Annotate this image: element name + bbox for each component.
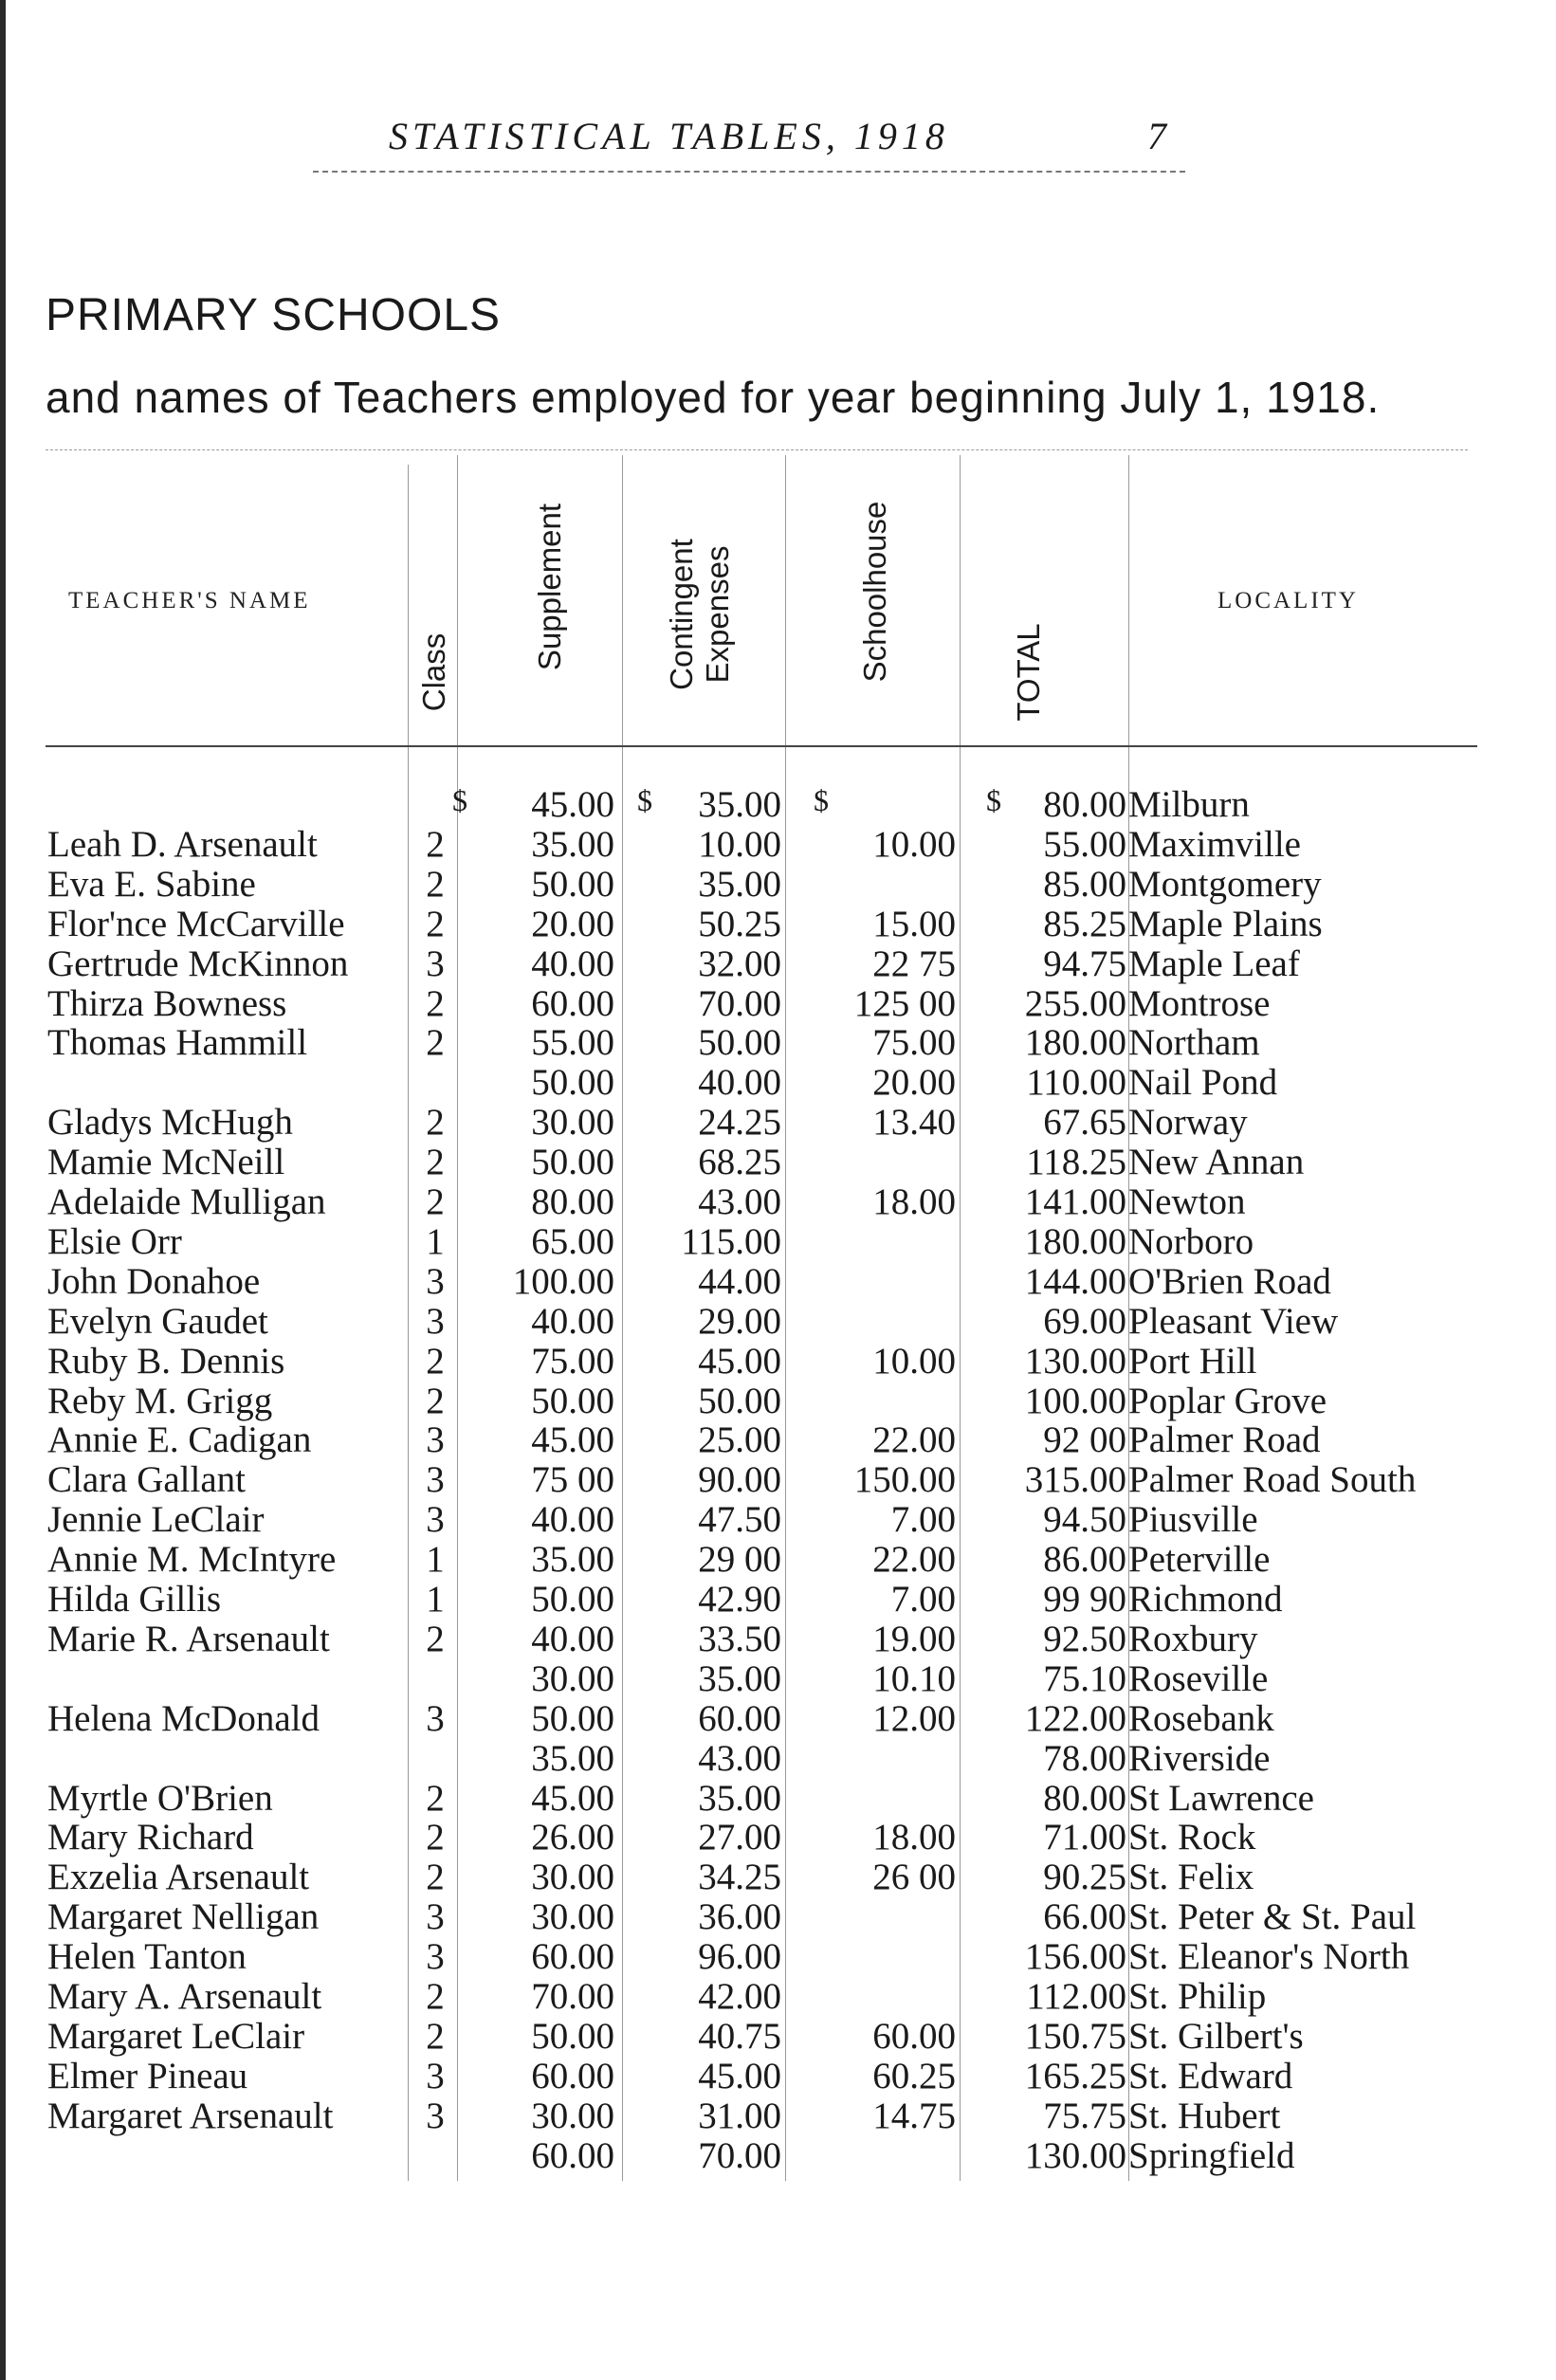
teacher-name: Elmer Pineau [47, 2055, 248, 2096]
schoolhouse-value: 60.25 [872, 2055, 956, 2096]
locality-value: Riverside [1128, 1737, 1271, 1779]
locality-value: Roxbury [1128, 1618, 1258, 1659]
teacher-name: Mary A. Arsenault [47, 1976, 322, 2017]
class-value: 2 [426, 1618, 445, 1659]
class-value: 2 [426, 1777, 445, 1819]
total-value: 66.00 [1043, 1896, 1126, 1938]
table-row [0, 1699, 1556, 1739]
teacher-name: Margaret Nelligan [47, 1896, 320, 1938]
contingent-value: 27.00 [698, 1817, 781, 1858]
supplement-value: 45.00 [531, 1777, 614, 1819]
table-row [0, 1342, 1556, 1382]
class-value: 2 [426, 982, 445, 1024]
teacher-name: Elsie Orr [47, 1220, 182, 1262]
locality-value: Montgomery [1128, 863, 1322, 905]
locality-value: St. Edward [1128, 2055, 1293, 2096]
locality-value: Pleasant View [1128, 1300, 1339, 1342]
teacher-name: Annie M. McIntyre [47, 1539, 337, 1581]
total-value: 78.00 [1043, 1737, 1126, 1779]
locality-value: St Lawrence [1128, 1777, 1314, 1819]
schoolhouse-value: 22 75 [872, 943, 956, 984]
locality-value: St. Eleanor's North [1128, 1936, 1410, 1978]
schoolhouse-value: 18.00 [872, 1181, 956, 1222]
schoolhouse-value: 12.00 [872, 1697, 956, 1739]
schoolhouse-value: 7.00 [890, 1499, 956, 1541]
teacher-name: Thomas Hammill [47, 1022, 308, 1064]
contingent-value: 29.00 [698, 1300, 781, 1342]
locality-value: Poplar Grove [1128, 1380, 1327, 1421]
class-value: 3 [426, 1697, 445, 1739]
contingent-value: 25.00 [698, 1419, 781, 1461]
table-row [0, 1739, 1556, 1779]
class-value: 1 [426, 1579, 445, 1620]
contingent-value: 50.00 [698, 1022, 781, 1064]
teacher-name: Marie R. Arsenault [47, 1618, 330, 1659]
table-row [0, 1540, 1556, 1580]
header-schoolhouse: Schoolhouse [857, 501, 892, 683]
supplement-value: 35.00 [531, 1539, 614, 1581]
total-value: 141.00 [1024, 1181, 1126, 1222]
contingent-value: 34.25 [698, 1857, 781, 1898]
contingent-value: 90.00 [698, 1459, 781, 1501]
total-value: 255.00 [1024, 982, 1126, 1024]
teacher-name: Exzelia Arsenault [47, 1857, 310, 1898]
table-row [0, 1897, 1556, 1937]
teacher-name: Gladys McHugh [47, 1102, 293, 1144]
table-row [0, 2057, 1556, 2096]
schoolhouse-value: 20.00 [872, 1062, 956, 1104]
class-value: 3 [426, 1499, 445, 1541]
total-value: 130.00 [1024, 1340, 1126, 1382]
table-header-top-rule [46, 449, 1468, 450]
total-value: 94.50 [1043, 1499, 1126, 1541]
supplement-value: 50.00 [531, 1579, 614, 1620]
supplement-value: 40.00 [531, 1618, 614, 1659]
supplement-value: 55.00 [531, 1022, 614, 1064]
teacher-name: Annie E. Cadigan [47, 1419, 312, 1461]
class-value: 2 [426, 1380, 445, 1421]
schoolhouse-value: 10.00 [872, 1340, 956, 1382]
teacher-name: Gertrude McKinnon [47, 943, 349, 984]
supplement-value: 30.00 [531, 1102, 614, 1144]
page-title: PRIMARY SCHOOLS [46, 290, 502, 340]
class-value: 3 [426, 1896, 445, 1938]
locality-value: Piusville [1128, 1499, 1258, 1541]
contingent-value: 43.00 [698, 1737, 781, 1779]
teacher-name: Leah D. Arsenault [47, 823, 318, 865]
supplement-value: 35.00 [531, 823, 614, 865]
contingent-value: 35.00 [698, 863, 781, 905]
contingent-value: 70.00 [698, 2134, 781, 2176]
contingent-value: 60.00 [698, 1697, 781, 1739]
schoolhouse-value: 75.00 [872, 1022, 956, 1064]
header-class: Class [416, 632, 451, 712]
schoolhouse-value: 15.00 [872, 903, 956, 944]
schoolhouse-value: 10.00 [872, 823, 956, 865]
locality-value: Newton [1128, 1181, 1246, 1222]
total-value: 165.25 [1024, 2055, 1126, 2096]
teacher-name: Hilda Gillis [47, 1579, 222, 1620]
header-contingent-line2: Expenses [700, 545, 735, 684]
supplement-value: 50.00 [531, 2015, 614, 2057]
table-row [0, 2136, 1556, 2176]
locality-value: New Annan [1128, 1142, 1305, 1183]
class-value: 3 [426, 2055, 445, 2096]
contingent-value: 70.00 [698, 982, 781, 1024]
supplement-value: 40.00 [531, 943, 614, 984]
table-row [0, 1420, 1556, 1460]
table-row [0, 1460, 1556, 1500]
table-row [0, 1262, 1556, 1302]
total-value: 180.00 [1024, 1220, 1126, 1262]
contingent-value: 42.00 [698, 1976, 781, 2017]
class-value: 2 [426, 1181, 445, 1222]
locality-value: Port Hill [1128, 1340, 1257, 1382]
total-value: 85.00 [1043, 863, 1126, 905]
contingent-value: 45.00 [698, 1340, 781, 1382]
header-supplement: Supplement [532, 503, 567, 671]
table-row [0, 865, 1556, 905]
supplement-value: 50.00 [531, 1142, 614, 1183]
page-subtitle: and names of Teachers employed for year beginning July 1, 1918. [46, 373, 1381, 422]
locality-value: Northam [1128, 1022, 1260, 1064]
supplement-value: 100.00 [512, 1260, 614, 1302]
total-value: 122.00 [1024, 1697, 1126, 1739]
total-value: 86.00 [1043, 1539, 1126, 1581]
total-value: 99 90 [1043, 1579, 1126, 1620]
teacher-name: Margaret LeClair [47, 2015, 305, 2057]
locality-value: St. Gilbert's [1128, 2015, 1304, 2057]
supplement-value: 60.00 [531, 2055, 614, 2096]
total-value: 80.00 [1043, 1777, 1126, 1819]
teacher-name: Evelyn Gaudet [47, 1300, 268, 1342]
locality-value: Norboro [1128, 1220, 1254, 1262]
currency-sign-schoolhouse: $ [814, 783, 829, 817]
total-value: 67.65 [1043, 1102, 1126, 1144]
total-value: 75.10 [1043, 1657, 1126, 1699]
supplement-value: 60.00 [531, 2134, 614, 2176]
supplement-value: 40.00 [531, 1300, 614, 1342]
total-value: 94.75 [1043, 943, 1126, 984]
running-title: STATISTICAL TABLES, 1918 [389, 115, 949, 157]
table-row [0, 1659, 1556, 1699]
page-number: 7 [1147, 115, 1166, 157]
class-value: 3 [426, 1300, 445, 1342]
total-value: 130.00 [1024, 2134, 1126, 2176]
table-row [0, 1222, 1556, 1262]
total-value: 55.00 [1043, 823, 1126, 865]
table-row [0, 1937, 1556, 1977]
total-value: 156.00 [1024, 1936, 1126, 1978]
total-value: 85.25 [1043, 903, 1126, 944]
table-row [0, 1382, 1556, 1421]
supplement-value: 80.00 [531, 1181, 614, 1222]
table-row [0, 785, 1556, 825]
table-row [0, 1103, 1556, 1143]
teacher-name: Clara Gallant [47, 1459, 246, 1501]
supplement-value: 50.00 [531, 863, 614, 905]
supplement-value: 20.00 [531, 903, 614, 944]
locality-value: Peterville [1128, 1539, 1271, 1581]
class-value: 1 [426, 1220, 445, 1262]
locality-value: St. Philip [1128, 1976, 1267, 2017]
class-value: 2 [426, 1102, 445, 1144]
contingent-value: 45.00 [698, 2055, 781, 2096]
locality-value: Nail Pond [1128, 1062, 1278, 1104]
contingent-value: 68.25 [698, 1142, 781, 1183]
locality-value: Montrose [1128, 982, 1271, 1024]
locality-value: Rosebank [1128, 1697, 1274, 1739]
teacher-name: Thirza Bowness [47, 982, 287, 1024]
supplement-value: 70.00 [531, 1976, 614, 2017]
class-value: 3 [426, 1936, 445, 1978]
locality-value: Palmer Road [1128, 1419, 1321, 1461]
table-row [0, 1500, 1556, 1540]
header-contingent [664, 501, 736, 728]
class-value: 2 [426, 1022, 445, 1064]
schoolhouse-value: 7.00 [890, 1579, 956, 1620]
class-value: 1 [426, 1539, 445, 1581]
table-row [0, 944, 1556, 984]
teacher-name: Eva E. Sabine [47, 863, 256, 905]
teacher-name: Adelaide Mulligan [47, 1181, 326, 1222]
contingent-value: 31.00 [698, 2095, 781, 2136]
contingent-value: 50.25 [698, 903, 781, 944]
class-value: 2 [426, 863, 445, 905]
supplement-value: 30.00 [531, 2095, 614, 2136]
schoolhouse-value: 150.00 [853, 1459, 956, 1501]
locality-value: Maple Leaf [1128, 943, 1300, 984]
class-value: 3 [426, 943, 445, 984]
table-row [0, 905, 1556, 944]
table-row [0, 984, 1556, 1024]
table-row [0, 1818, 1556, 1858]
teacher-name: Helena McDonald [47, 1697, 320, 1739]
total-value: 92 00 [1043, 1419, 1126, 1461]
total-value: 180.00 [1024, 1022, 1126, 1064]
class-value: 3 [426, 2095, 445, 2136]
class-value: 2 [426, 1817, 445, 1858]
supplement-value: 45.00 [531, 1419, 614, 1461]
supplement-value: 35.00 [531, 1737, 614, 1779]
teacher-name: Mamie McNeill [47, 1142, 285, 1183]
supplement-value: 30.00 [531, 1896, 614, 1938]
supplement-value: 75.00 [531, 1340, 614, 1382]
locality-value: Milburn [1128, 784, 1250, 825]
table-row [0, 1580, 1556, 1620]
table-row [0, 1858, 1556, 1897]
contingent-value: 50.00 [698, 1380, 781, 1421]
supplement-value: 40.00 [531, 1499, 614, 1541]
table-row [0, 1977, 1556, 2017]
schoolhouse-value: 60.00 [872, 2015, 956, 2057]
contingent-value: 24.25 [698, 1102, 781, 1144]
supplement-value: 65.00 [531, 1220, 614, 1262]
table-row [0, 1620, 1556, 1659]
table-row [0, 1023, 1556, 1063]
running-head [0, 114, 1556, 161]
locality-value: Springfield [1128, 2134, 1295, 2176]
locality-value: Maple Plains [1128, 903, 1323, 944]
contingent-value: 35.00 [698, 1657, 781, 1699]
supplement-value: 75 00 [531, 1459, 614, 1501]
table-row [0, 2017, 1556, 2057]
teacher-name: Ruby B. Dennis [47, 1340, 285, 1382]
schoolhouse-value: 13.40 [872, 1102, 956, 1144]
class-value: 2 [426, 1142, 445, 1183]
contingent-value: 40.75 [698, 2015, 781, 2057]
supplement-value: 26.00 [531, 1817, 614, 1858]
table-row [0, 825, 1556, 865]
total-value: 90.25 [1043, 1857, 1126, 1898]
total-value: 75.75 [1043, 2095, 1126, 2136]
class-value: 3 [426, 1419, 445, 1461]
locality-value: Roseville [1128, 1657, 1269, 1699]
teacher-name: Flor'nce McCarville [47, 903, 345, 944]
supplement-value: 60.00 [531, 1936, 614, 1978]
locality-value: Palmer Road South [1128, 1459, 1417, 1501]
class-value: 3 [426, 1459, 445, 1501]
contingent-value: 33.50 [698, 1618, 781, 1659]
total-value: 100.00 [1024, 1380, 1126, 1421]
table-header-bottom-rule [46, 745, 1477, 747]
supplement-value: 30.00 [531, 1657, 614, 1699]
locality-value: Richmond [1128, 1579, 1283, 1620]
contingent-value: 29 00 [698, 1539, 781, 1581]
contingent-value: 40.00 [698, 1062, 781, 1104]
class-value: 2 [426, 2015, 445, 2057]
contingent-value: 36.00 [698, 1896, 781, 1938]
total-value: 315.00 [1024, 1459, 1126, 1501]
total-value: 110.00 [1026, 1062, 1126, 1104]
class-value: 2 [426, 1976, 445, 2017]
supplement-value: 50.00 [531, 1062, 614, 1104]
running-head-rule [313, 171, 1185, 173]
total-value: 118.25 [1026, 1142, 1126, 1183]
header-total: TOTAL [1011, 623, 1046, 722]
table-row [0, 1779, 1556, 1819]
contingent-value: 96.00 [698, 1936, 781, 1978]
contingent-value: 42.90 [698, 1579, 781, 1620]
total-value: 69.00 [1043, 1300, 1126, 1342]
table-row [0, 1302, 1556, 1342]
total-value: 71.00 [1043, 1817, 1126, 1858]
teacher-name: Helen Tanton [47, 1936, 247, 1978]
schoolhouse-value: 125 00 [853, 982, 956, 1024]
class-value: 2 [426, 1340, 445, 1382]
locality-value: St. Felix [1128, 1857, 1254, 1898]
contingent-value: 47.50 [698, 1499, 781, 1541]
class-value: 2 [426, 903, 445, 944]
supplement-value: 50.00 [531, 1380, 614, 1421]
class-value: 2 [426, 1857, 445, 1898]
teacher-name: Myrtle O'Brien [47, 1777, 273, 1819]
contingent-value: 115.00 [681, 1220, 781, 1262]
locality-value: St. Rock [1128, 1817, 1256, 1858]
schoolhouse-value: 19.00 [872, 1618, 956, 1659]
currency-sign-supplement: $ [452, 783, 467, 817]
table-row [0, 1182, 1556, 1222]
total-value: 112.00 [1026, 1976, 1126, 2017]
teacher-name: Reby M. Grigg [47, 1380, 273, 1421]
header-contingent-line1: Contingent [664, 539, 699, 690]
table-row [0, 2096, 1556, 2136]
locality-value: Maximville [1128, 823, 1301, 865]
teacher-name: John Donahoe [47, 1260, 261, 1302]
teacher-name: Mary Richard [47, 1817, 254, 1858]
header-locality: LOCALITY [1217, 588, 1359, 613]
header-teacher-name: TEACHER'S NAME [68, 588, 311, 613]
total-value: 150.75 [1024, 2015, 1126, 2057]
teacher-name: Jennie LeClair [47, 1499, 265, 1541]
contingent-value: 43.00 [698, 1181, 781, 1222]
schoolhouse-value: 18.00 [872, 1817, 956, 1858]
locality-value: St. Hubert [1128, 2095, 1281, 2136]
contingent-value: 10.00 [698, 823, 781, 865]
currency-sign-contingent: $ [637, 783, 652, 817]
schoolhouse-value: 22.00 [872, 1539, 956, 1581]
supplement-value: 45.00 [531, 784, 614, 825]
supplement-value: 30.00 [531, 1857, 614, 1898]
class-value: 3 [426, 1260, 445, 1302]
schoolhouse-value: 26 00 [872, 1857, 956, 1898]
supplement-value: 60.00 [531, 982, 614, 1024]
schoolhouse-value: 10.10 [872, 1657, 956, 1699]
contingent-value: 44.00 [698, 1260, 781, 1302]
table-row [0, 1063, 1556, 1103]
contingent-value: 35.00 [698, 1777, 781, 1819]
supplement-value: 50.00 [531, 1697, 614, 1739]
class-value: 2 [426, 823, 445, 865]
currency-sign-total: $ [986, 783, 1001, 817]
schoolhouse-value: 22.00 [872, 1419, 956, 1461]
total-value: 92.50 [1043, 1618, 1126, 1659]
schoolhouse-value: 14.75 [872, 2095, 956, 2136]
table-row [0, 1143, 1556, 1182]
total-value: 144.00 [1024, 1260, 1126, 1302]
teacher-name: Margaret Arsenault [47, 2095, 334, 2136]
contingent-value: 32.00 [698, 943, 781, 984]
locality-value: Norway [1128, 1102, 1248, 1144]
total-value: 80.00 [1043, 784, 1126, 825]
locality-value: O'Brien Road [1128, 1260, 1331, 1302]
contingent-value: 35.00 [698, 784, 781, 825]
locality-value: St. Peter & St. Paul [1128, 1896, 1417, 1938]
